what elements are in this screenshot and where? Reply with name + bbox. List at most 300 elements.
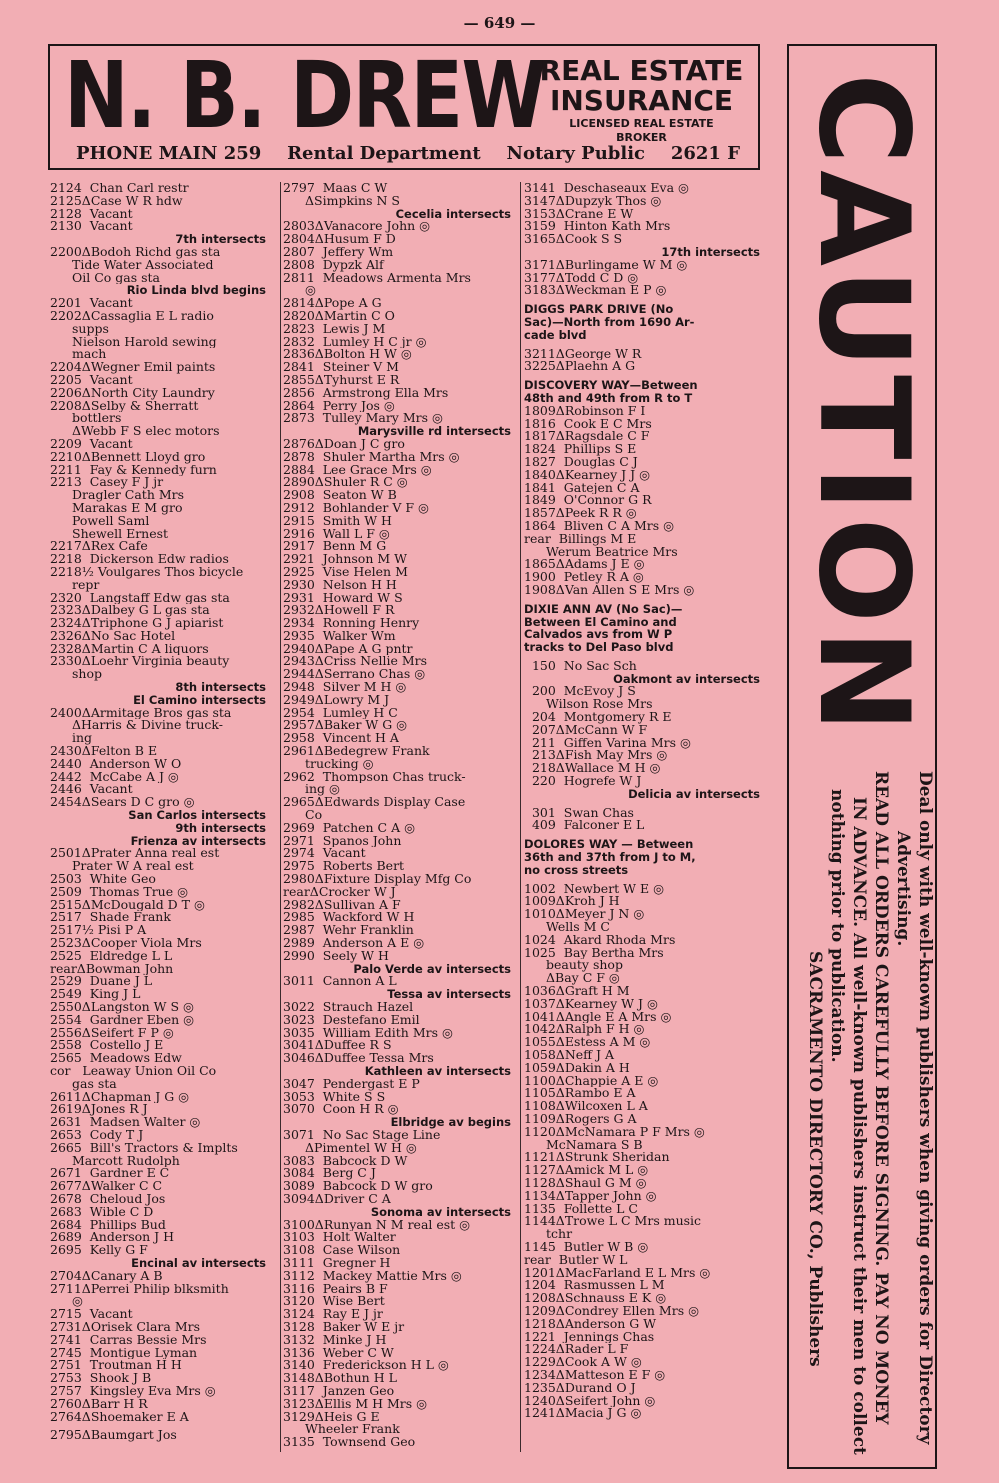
directory-entry: 1208ΔSchnauss E K ◎ <box>524 1292 667 1305</box>
directory-entry: 2209 Vacant <box>50 437 133 451</box>
directory-entry: 2949ΔLowry M J <box>283 693 390 707</box>
directory-entry: 2550ΔLangston W S ◎ <box>50 1001 194 1014</box>
directory-entry: 2753 Shook J B <box>50 1372 152 1385</box>
drew-advertisement <box>48 44 760 170</box>
directory-entry: rearΔBowman John <box>50 962 174 976</box>
directory-entry: 2125ΔCase W R hdw <box>50 194 183 208</box>
street-intersection: Frienza av intersects <box>130 834 266 848</box>
directory-entry: 2814ΔPope A G <box>283 297 382 310</box>
directory-entry: ◎ <box>72 1295 83 1309</box>
directory-entry: 2204ΔWegner Emil paints <box>50 361 216 374</box>
directory-entry: 2556ΔSeifert F P ◎ <box>50 1026 174 1040</box>
caution-line: READ ALL ORDERS CAREFULLY BEFORE SIGNING. PAY NO MONEY <box>871 771 891 1425</box>
directory-entry: ΔPimentel W H ◎ <box>305 1141 417 1155</box>
directory-entry: 3183ΔWeckman E P ◎ <box>524 284 667 298</box>
directory-entry: 3047 Pendergast E P <box>283 1077 420 1091</box>
directory-entry: 3135 Townsend Geo <box>283 1436 416 1449</box>
ad-broker: BROKER <box>616 131 667 144</box>
street-intersection: Oakmont av intersects <box>613 672 760 686</box>
ad-address: 2621 F <box>670 143 740 164</box>
directory-entry: 2128 Vacant <box>50 207 133 221</box>
directory-entry: 2741 Carras Bessie Mrs <box>50 1333 207 1347</box>
directory-entry: 2873 Tulley Mary Mrs ◎ <box>283 412 443 426</box>
directory-entry: 1218ΔAnderson G W <box>524 1317 657 1331</box>
ad-notary: Notary Public <box>506 143 646 164</box>
directory-entry: 1809ΔRobinson F I <box>524 404 646 418</box>
directory-entry: 3117 Janzen Geo <box>283 1384 395 1398</box>
page-number: — 649 — <box>463 14 536 32</box>
directory-entry: 1144ΔTrowe L C Mrs music <box>524 1215 702 1229</box>
street-intersection: El Camino intersects <box>133 693 266 707</box>
directory-column-1 <box>50 182 270 1442</box>
street-intersection: Rio Linda blvd begins <box>126 284 266 298</box>
directory-entry: 2841 Steiner V M <box>283 361 399 374</box>
directory-entry: 2442 McCabe A J ◎ <box>50 770 179 784</box>
directory-entry: 2987 Wehr Franklin <box>283 924 414 938</box>
ad-rental: Rental Department <box>287 143 481 164</box>
directory-entry: 409 Falconer E L <box>524 819 645 833</box>
directory-entry: 2208ΔSelby & Sherratt <box>50 399 199 413</box>
street-heading: DIXIE ANN AV (No Sac)— <box>524 602 683 616</box>
directory-entry: 3103 Holt Walter <box>283 1231 396 1245</box>
directory-entry: 2921 Johnson M W <box>283 553 407 566</box>
directory-entry: 1042ΔRalph F H ◎ <box>524 1023 645 1037</box>
directory-entry: 1234ΔMatteson E F ◎ <box>524 1368 666 1382</box>
street-intersection: 9th intersects <box>175 821 266 835</box>
street-intersection: Elbridge av begins <box>390 1116 511 1129</box>
directory-entry: 2400ΔArmitage Bros gas sta <box>50 706 232 720</box>
directory-entry: 2925 Vise Helen M <box>283 565 408 579</box>
street-intersection: Tessa av intersects <box>387 988 511 1001</box>
directory-entry: rear Billings M E <box>524 532 637 546</box>
directory-entry: Marakas E M gro <box>72 501 183 515</box>
directory-entry: 3022 Strauch Hazel <box>283 1001 414 1014</box>
directory-entry: tchr <box>546 1228 573 1241</box>
ad-company-name: N. B. DREW <box>64 42 545 149</box>
directory-entry: 2211 Fay & Kennedy furn <box>50 463 217 477</box>
directory-entry: 1240ΔSeifert John ◎ <box>524 1394 656 1408</box>
directory-entry: 2200ΔBodoh Richd gas sta <box>50 245 221 259</box>
directory-entry: 3094ΔDriver C A <box>283 1192 391 1206</box>
directory-entry: 2961ΔBedegrew Frank <box>283 745 430 758</box>
directory-entry: 3171ΔBurlingame W M ◎ <box>524 258 688 272</box>
directory-entry: 1864 Bliven C A Mrs ◎ <box>524 519 675 533</box>
directory-entry: 2989 Anderson A E ◎ <box>283 937 425 950</box>
directory-entry: 2971 Spanos John <box>283 834 402 848</box>
directory-entry: 2908 Seaton W B <box>283 489 397 502</box>
directory-entry: 2205 Vacant <box>50 373 133 387</box>
directory-entry: 3083 Babcock D W <box>283 1154 408 1168</box>
directory-entry: 2965ΔEdwards Display Case <box>283 796 466 810</box>
street-intersection: Sonoma av intersects <box>370 1205 511 1219</box>
directory-entry: 2683 Wible C D <box>50 1205 154 1219</box>
directory-entry: 2803ΔVanacore John ◎ <box>283 220 431 234</box>
directory-entry: 2823 Lewis J M <box>283 322 386 336</box>
directory-entry: 2201 Vacant <box>50 297 133 310</box>
directory-entry: 2795ΔBaumgart Jos <box>50 1429 177 1443</box>
directory-entry: 1204 Rasmussen L M <box>524 1279 665 1293</box>
directory-entry: 1059ΔDakin A H <box>524 1061 630 1075</box>
directory-entry: Oil Co gas sta <box>72 271 161 285</box>
directory-entry: 2218½ Voulgares Thos bicycle <box>50 565 244 579</box>
directory-entry: 2565 Meadows Edw <box>50 1052 182 1065</box>
directory-entry: ing <box>72 732 93 746</box>
caution-line: IN ADVANCE. All well-known publishers instruct their men to collect <box>849 797 869 1455</box>
directory-entry: 2454ΔSears D C gro ◎ <box>50 796 195 810</box>
directory-entry: 2523ΔCooper Viola Mrs <box>50 937 202 950</box>
directory-entry: 2760ΔBarr H R <box>50 1397 148 1411</box>
directory-entry: 2549 King J L <box>50 988 141 1001</box>
directory-entry: 2974 Vacant <box>283 847 366 861</box>
directory-entry: 3123ΔEllis M H Mrs ◎ <box>283 1397 428 1411</box>
directory-entry: 3136 Weber C W <box>283 1346 394 1360</box>
directory-entry: 1025 Bay Bertha Mrs <box>524 946 664 960</box>
directory-entry: 2665 Bill's Tractors & Implts <box>50 1141 238 1155</box>
directory-entry: gas sta <box>72 1077 117 1091</box>
caution-line: nothing prior to publication. <box>827 789 847 1063</box>
directory-entry: 2202ΔCassaglia E L radio <box>50 309 214 323</box>
directory-entry: Wilson Rose Mrs <box>546 698 653 712</box>
directory-entry: 2943ΔCriss Nellie Mrs <box>283 655 428 669</box>
directory-entry: 2446 Vacant <box>50 783 133 797</box>
directory-entry: 2324ΔTriphone G J apiarist <box>50 617 224 630</box>
directory-entry: 2653 Cody T J <box>50 1128 144 1142</box>
directory-entry: 3177ΔTodd C D ◎ <box>524 271 639 285</box>
directory-entry: 220 Hogrefe W J <box>524 775 642 788</box>
directory-entry: Nielson Harold sewing <box>72 335 217 349</box>
ad-insurance: INSURANCE <box>549 84 734 117</box>
directory-entry: 3140 Frederickson H L ◎ <box>283 1359 449 1373</box>
directory-entry: 2731ΔOrisek Clara Mrs <box>50 1320 201 1334</box>
directory-entry: 2944ΔSerrano Chas ◎ <box>283 668 426 682</box>
directory-entry: 1235ΔDurand O J <box>524 1381 636 1395</box>
street-heading: tracks to Del Paso blvd <box>524 641 674 654</box>
directory-entry: 2515ΔMcDougald D T ◎ <box>50 898 205 912</box>
directory-entry: 1145 Butler W B ◎ <box>524 1240 649 1254</box>
street-heading: DISCOVERY WAY—Between <box>524 379 698 392</box>
directory-entry: 1058ΔNeff J A <box>524 1049 615 1062</box>
directory-entry: 218ΔWallace M H ◎ <box>524 762 661 776</box>
directory-entry: 3124 Ray E J jr <box>283 1308 383 1321</box>
directory-entry: 3041ΔDuffee R S <box>283 1039 392 1053</box>
directory-entry: 2328ΔMartin C A liquors <box>50 642 209 656</box>
street-heading: Between El Camino and <box>524 615 677 629</box>
directory-entry: 1908ΔVan Allen S E Mrs ◎ <box>524 583 695 597</box>
directory-entry: 1817ΔRagsdale C F <box>524 430 650 444</box>
directory-entry: 2554 Gardner Eben ◎ <box>50 1013 195 1027</box>
directory-entry: 2954 Lumley H C <box>283 706 398 720</box>
directory-entry: Werum Beatrice Mrs <box>546 545 678 559</box>
directory-entry: 1009ΔKroh J H <box>524 895 620 909</box>
caution-notice <box>787 44 937 1469</box>
directory-entry: 2529 Duane J L <box>50 975 152 989</box>
directory-entry: 2210ΔBennett Lloyd gro <box>50 450 206 464</box>
directory-entry: 3108 Case Wilson <box>283 1244 401 1257</box>
directory-entry: cor Leaway Union Oil Co <box>50 1064 217 1078</box>
directory-entry: ΔHarris & Divine truck- <box>72 719 223 733</box>
directory-entry: 1827 Douglas C J <box>524 455 638 469</box>
directory-entry: 3011 Cannon A L <box>283 975 397 989</box>
directory-entry: 2704ΔCanary A B <box>50 1269 163 1283</box>
directory-entry: 2558 Costello J E <box>50 1039 164 1053</box>
directory-entry: 1849 O'Connor G R <box>524 494 652 508</box>
directory-entry: Wheeler Frank <box>305 1423 400 1437</box>
directory-entry: 2797 Maas C W <box>283 182 388 195</box>
directory-entry: 2678 Cheloud Jos <box>50 1192 166 1206</box>
directory-entry: 2619ΔJones R J <box>50 1103 148 1117</box>
directory-entry: 2820ΔMartin C O <box>283 309 395 323</box>
directory-entry: 1241ΔMacia J G ◎ <box>524 1407 642 1421</box>
directory-entry: supps <box>72 322 109 336</box>
directory-entry: 2440 Anderson W O <box>50 757 182 771</box>
directory-entry: 1816 Cook E C Mrs <box>524 417 652 431</box>
street-intersection: Encinal av intersects <box>131 1256 266 1270</box>
directory-entry: 3159 Hinton Kath Mrs <box>524 220 671 234</box>
directory-entry: 2517½ Pisi P A <box>50 924 147 938</box>
directory-entry: 2206ΔNorth City Laundry <box>50 386 215 400</box>
directory-entry: 2982ΔSullivan A F <box>283 898 401 912</box>
directory-entry: 1134ΔTapper John ◎ <box>524 1189 657 1203</box>
directory-entry: 2501ΔPrater Anna real est <box>50 847 220 861</box>
directory-entry: 150 No Sac Sch <box>524 659 637 673</box>
directory-entry: 3053 White S S <box>283 1090 386 1104</box>
directory-entry: 2836ΔBolton H W ◎ <box>283 348 412 362</box>
directory-entry: 2832 Lumley H C jr ◎ <box>283 335 427 349</box>
directory-entry: 207ΔMcCann W F <box>524 723 648 737</box>
directory-entry: 2213 Casey F J jr <box>50 476 164 490</box>
street-heading: no cross streets <box>524 863 629 877</box>
directory-entry: 1024 Akard Rhoda Mrs <box>524 933 676 947</box>
directory-entry: 2323ΔDalbey G L gas sta <box>50 604 210 618</box>
directory-column-2 <box>280 182 515 1452</box>
directory-entry: 2764ΔShoemaker E A <box>50 1410 189 1424</box>
directory-entry: rearΔCrocker W J <box>283 885 396 899</box>
directory-entry: 1108ΔWilcoxen L A <box>524 1100 648 1113</box>
directory-entry: 2218 Dickerson Edw radios <box>50 553 229 566</box>
street-intersection: Palo Verde av intersects <box>353 962 511 976</box>
directory-entry: 1036ΔGraft H M <box>524 985 630 998</box>
street-heading: 48th and 49th from R to T <box>524 391 693 405</box>
directory-entry: 1135 Follette L C <box>524 1202 638 1216</box>
directory-entry: bottlers <box>72 412 122 426</box>
directory-entry: 1109ΔRogers G A <box>524 1112 637 1126</box>
directory-entry: 2948 Silver M H ◎ <box>283 681 407 694</box>
caution-title <box>791 64 936 748</box>
directory-entry: 1209ΔCondrey Ellen Mrs ◎ <box>524 1304 699 1318</box>
directory-entry: 2930 Nelson H H <box>283 578 397 592</box>
directory-entry: 2811 Meadows Armenta Mrs <box>283 271 471 285</box>
directory-entry: 3089 Babcock D W gro <box>283 1180 433 1193</box>
directory-entry: 1824 Phillips S E <box>524 443 637 456</box>
ad-services <box>539 56 744 144</box>
street-heading: DIGGS PARK DRIVE (No <box>524 303 674 316</box>
caution-title-text: CAUTION <box>791 73 936 739</box>
caution-message <box>789 771 935 1461</box>
directory-entry: 211 Giffen Varina Mrs ◎ <box>524 736 691 750</box>
directory-entry: 2326ΔNo Sac Hotel <box>50 629 176 643</box>
directory-entry: 2855ΔTyhurst E R <box>283 373 400 387</box>
directory-entry: ΔBay C F ◎ <box>546 972 620 986</box>
directory-entry: rear Butler W L <box>524 1253 628 1267</box>
directory-entry: 2711ΔPerrei Philip blksmith <box>50 1282 229 1296</box>
directory-entry: 1201ΔMacFarland E L Mrs ◎ <box>524 1266 711 1280</box>
directory-entry: McNamara S B <box>546 1138 643 1152</box>
directory-entry: 2917 Benn M G <box>283 540 387 554</box>
directory-entry: 2808 Dypzk Alf <box>283 258 384 272</box>
directory-entry: 2916 Wall L F ◎ <box>283 527 390 541</box>
directory-entry: Powell Saml <box>72 514 150 528</box>
directory-entry: 2130 Vacant <box>50 220 133 234</box>
directory-entry: 2330ΔLoehr Virginia beauty <box>50 655 230 669</box>
directory-entry: 2934 Ronning Henry <box>283 617 420 630</box>
directory-entry: 1224ΔRader L F <box>524 1343 629 1357</box>
street-intersection: Delicia av intersects <box>628 787 760 801</box>
directory-entry: 3132 Minke J H <box>283 1333 387 1347</box>
directory-entry: 2430ΔFelton B E <box>50 745 158 758</box>
directory-entry: 1128ΔShaul G M ◎ <box>524 1176 647 1190</box>
directory-entry: Co <box>305 809 323 822</box>
directory-entry: 213ΔFish May Mrs ◎ <box>524 749 668 763</box>
directory-entry: 1841 Gatejen C A <box>524 481 640 495</box>
directory-entry: 3148ΔBothun H L <box>283 1372 397 1385</box>
directory-entry: 301 Swan Chas <box>524 806 634 820</box>
directory-entry: 1010ΔMeyer J N ◎ <box>524 908 645 922</box>
directory-entry: 3112 Mackey Mattie Mrs ◎ <box>283 1269 462 1283</box>
directory-entry: 1041ΔAngle E A Mrs ◎ <box>524 1010 672 1024</box>
directory-entry: Shewell Ernest <box>72 527 169 541</box>
street-intersection: Marysville rd intersects <box>357 425 511 438</box>
directory-entry: Prater W A real est <box>72 860 194 874</box>
directory-entry: 2969 Patchen C A ◎ <box>283 821 416 835</box>
directory-entry: 2931 Howard W S <box>283 591 403 605</box>
directory-entry: 2757 Kingsley Eva Mrs ◎ <box>50 1384 216 1398</box>
directory-entry: mach <box>72 348 107 362</box>
street-intersection: 17th intersects <box>661 245 760 259</box>
directory-entry: 2677ΔWalker C C <box>50 1180 163 1193</box>
directory-entry: 2985 Wackford W H <box>283 911 415 925</box>
street-heading: cade blvd <box>524 328 587 342</box>
directory-entry: 3120 Wise Bert <box>283 1295 385 1309</box>
directory-entry: 204 Montgomery R E <box>524 711 672 724</box>
directory-entry: 2915 Smith W H <box>283 514 392 528</box>
directory-entry: 3100ΔRunyan N M real est ◎ <box>283 1218 471 1232</box>
ad-footer <box>76 143 740 164</box>
directory-entry: 3141 Deschaseaux Eva ◎ <box>524 182 689 195</box>
directory-entry: 2745 Montigue Lyman <box>50 1346 198 1360</box>
street-intersection: San Carlos intersects <box>128 809 266 822</box>
directory-entry: 1055ΔEstess A M ◎ <box>524 1036 651 1049</box>
ad-real-estate: REAL ESTATE <box>539 54 744 87</box>
directory-entry: 2525 Eldredge L L <box>50 949 173 963</box>
directory-entry: 2856 Armstrong Ella Mrs <box>283 386 449 400</box>
directory-entry: 1121ΔStrunk Sheridan <box>524 1151 670 1165</box>
directory-entry: 2320 Langstaff Edw gas sta <box>50 591 230 605</box>
directory-entry: 2912 Bohlander V F ◎ <box>283 501 429 515</box>
caution-line: Deal only with well-known publishers when giving orders for Directory <box>915 771 935 1445</box>
directory-entry: 2980ΔFixture Display Mfg Co <box>283 873 472 886</box>
directory-entry: 2517 Shade Frank <box>50 911 171 925</box>
directory-entry: 3116 Peairs B F <box>283 1282 388 1296</box>
directory-entry: 3070 Coon H R ◎ <box>283 1103 399 1117</box>
directory-entry: shop <box>72 668 102 682</box>
directory-entry: 3129ΔHeis G E <box>283 1410 380 1424</box>
directory-entry: 2932ΔHowell F R <box>283 604 395 618</box>
ad-licensed: LICENSED REAL ESTATE <box>569 117 714 130</box>
directory-entry: 2217ΔRex Cafe <box>50 540 148 554</box>
directory-entry: 2751 Troutman H H <box>50 1359 182 1373</box>
directory-entry: 3023 Destefano Emil <box>283 1013 420 1027</box>
directory-entry: 2631 Madsen Walter ◎ <box>50 1116 201 1129</box>
directory-entry: 2689 Anderson J H <box>50 1231 175 1245</box>
directory-entry: 1221 Jennings Chas <box>524 1330 655 1344</box>
directory-entry: 1229ΔCook A W ◎ <box>524 1356 642 1369</box>
directory-entry: 1900 Petley R A ◎ <box>524 571 644 584</box>
directory-entry: 2876ΔDoan J C gro <box>283 437 405 451</box>
directory-entry: 2804ΔHusum F D <box>283 233 396 246</box>
directory-entry: 2695 Kelly G F <box>50 1244 148 1257</box>
directory-entry: 2864 Perry Jos ◎ <box>283 399 395 413</box>
ad-phone: PHONE MAIN 259 <box>76 143 262 164</box>
directory-entry: 2884 Lee Grace Mrs ◎ <box>283 463 432 477</box>
directory-entry: 3225ΔPlaehn A G <box>524 360 636 374</box>
directory-entry: 2962 Thompson Chas truck- <box>283 770 466 784</box>
directory-entry: 1105ΔRambo E A <box>524 1087 636 1101</box>
directory-entry: 2990 Seely W H <box>283 949 389 963</box>
street-heading: Sac)—North from 1690 Ar- <box>524 315 695 329</box>
directory-entry: 2509 Thomas True ◎ <box>50 885 189 899</box>
directory-entry: 2671 Gardner E C <box>50 1167 170 1181</box>
directory-entry: 3211ΔGeorge W R <box>524 347 642 361</box>
directory-entry: 1037ΔKearney W J ◎ <box>524 997 658 1011</box>
directory-entry: ΔWebb F S elec motors <box>72 425 220 438</box>
caution-line: SACRAMENTO DIRECTORY CO., Publishers <box>805 951 825 1367</box>
directory-entry: 3147ΔDupzyk Thos ◎ <box>524 194 662 208</box>
street-heading: 36th and 37th from J to M, <box>524 851 696 864</box>
directory-entry: 1002 Newbert W E ◎ <box>524 882 664 896</box>
directory-entry: trucking ◎ <box>305 757 374 771</box>
directory-entry: 3071 No Sac Stage Line <box>283 1128 441 1142</box>
directory-entry: 3035 William Edith Mrs ◎ <box>283 1026 453 1040</box>
directory-entry: 2935 Walker Wm <box>283 629 396 643</box>
directory-entry: ◎ <box>305 284 316 298</box>
directory-entry: 3111 Gregner H <box>283 1256 391 1270</box>
directory-entry: 3153ΔCrane E W <box>524 207 634 221</box>
street-intersection: Cecelia intersects <box>395 207 511 221</box>
directory-entry: 2957ΔBaker W G ◎ <box>283 719 408 733</box>
directory-entry: Wells M C <box>546 921 610 934</box>
street-heading: DOLORES WAY — Between <box>524 838 694 852</box>
directory-entry: 2878 Shuler Martha Mrs ◎ <box>283 450 460 464</box>
directory-entry: 2958 Vincent H A <box>283 732 399 746</box>
directory-entry: 1840ΔKearney J J ◎ <box>524 468 651 482</box>
directory-entry: 1100ΔChappie A E ◎ <box>524 1074 659 1088</box>
street-intersection: 8th intersects <box>175 681 266 694</box>
directory-entry: 2715 Vacant <box>50 1308 133 1321</box>
street-heading: Calvados avs from W P <box>524 628 673 642</box>
directory-entry: 2124 Chan Carl restr <box>50 182 189 195</box>
directory-entry: 3084 Berg C J <box>283 1167 376 1181</box>
directory-entry: 200 McEvoy J S <box>524 685 636 699</box>
directory-entry: ing ◎ <box>305 783 340 797</box>
directory-entry: ΔSimpkins N S <box>305 194 400 208</box>
directory-entry: 2503 White Geo <box>50 873 156 886</box>
directory-entry: Marcott Rudolph <box>72 1154 180 1168</box>
directory-entry: 2890ΔShuler R C ◎ <box>283 476 408 490</box>
directory-entry: beauty shop <box>546 959 623 973</box>
directory-column-3 <box>520 182 764 1452</box>
directory-entry: 2684 Phillips Bud <box>50 1218 166 1232</box>
caution-line: Advertising. <box>893 831 913 947</box>
